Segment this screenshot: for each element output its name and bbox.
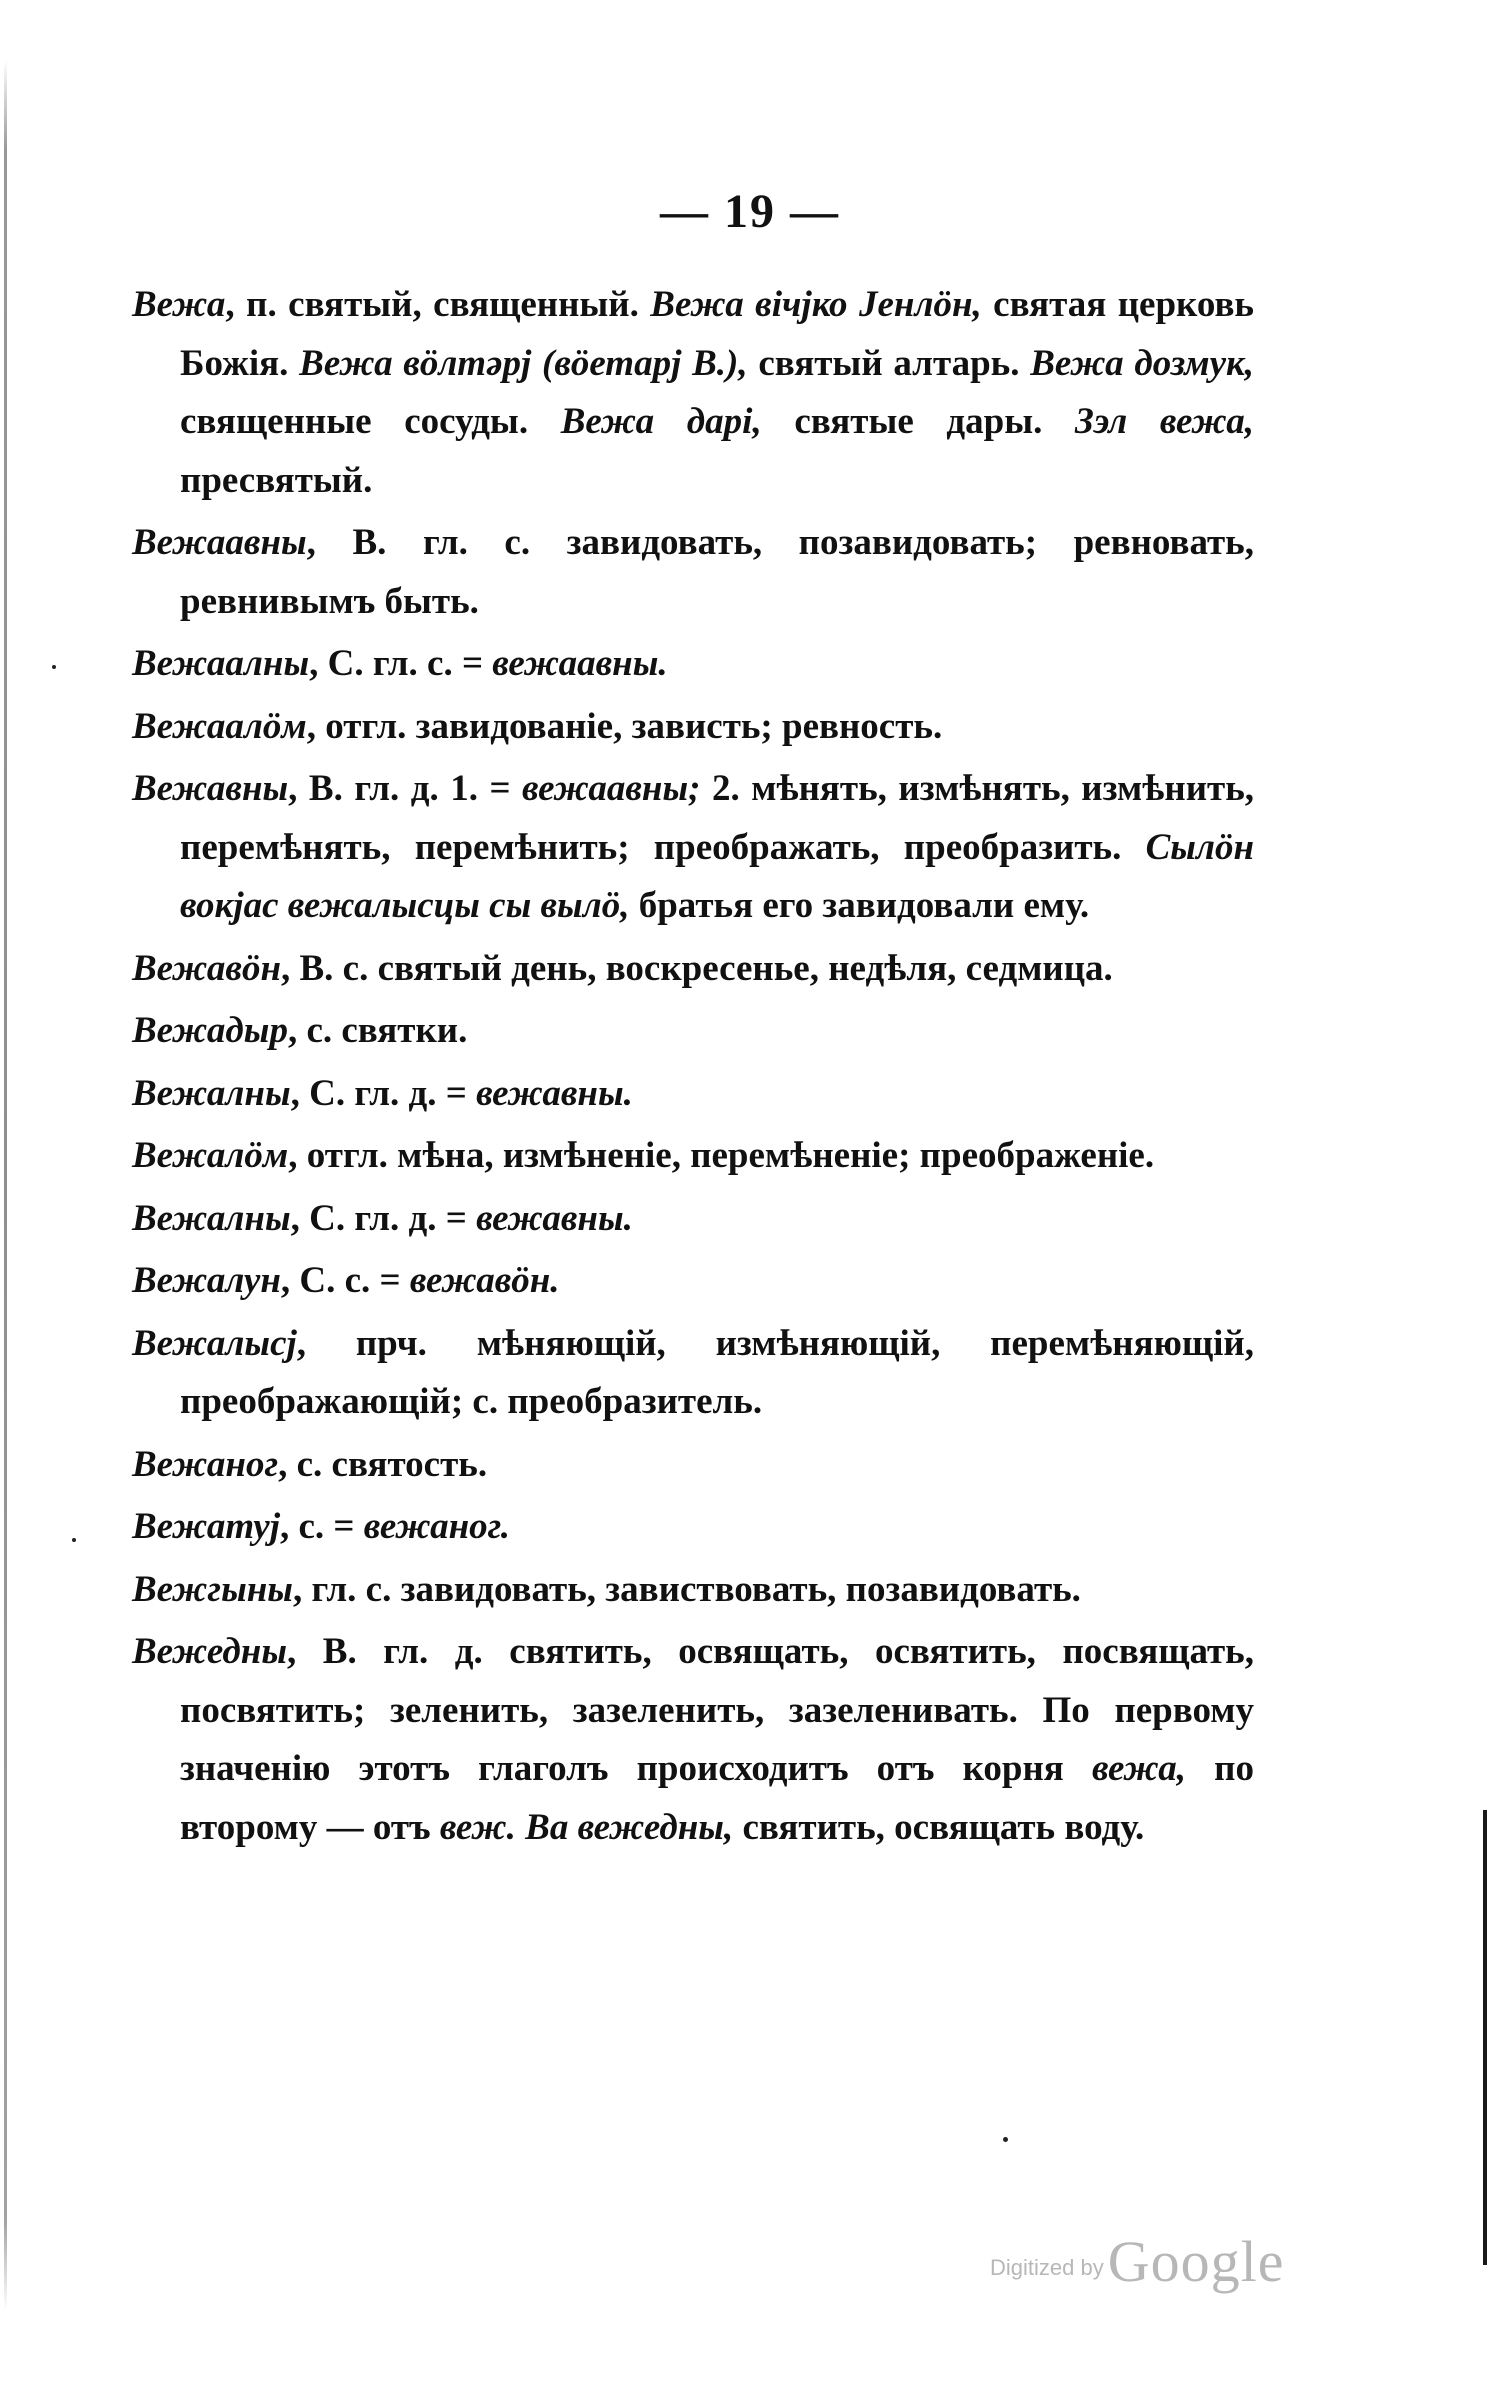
entry-cross-reference: вежаавны;: [510, 768, 701, 809]
entry-headword: Вежаавны: [132, 522, 307, 563]
entry-translation: 2. мѣнять, измѣнять, измѣнить, перемѣнять, перемѣнить; преображать, преобразить.: [180, 768, 1255, 868]
dictionary-entry: [132, 1498, 1254, 1557]
print-speck: [72, 1538, 76, 1542]
dictionary-entry: [132, 1065, 1254, 1124]
entry-definition: , с. святки.: [287, 1010, 468, 1051]
entry-example: Сылӧн вокјас вежалысцы сы вылӧ,: [180, 826, 1254, 926]
entry-example: Ва вежедны,: [515, 1806, 734, 1848]
entry-definition: , С. гл. д. =: [290, 1197, 467, 1239]
entry-headword: Вежадыр: [132, 1010, 288, 1051]
entry-definition: , отгл. мѣна, измѣненіе, перемѣненіе; преображеніе.: [288, 1135, 1155, 1176]
entry-headword: Вежаног: [132, 1443, 279, 1485]
entry-definition: , С. гл. д. =: [290, 1072, 467, 1114]
page-edge-shadow: [4, 60, 7, 2310]
entry-headword: Вежатуј: [132, 1506, 280, 1547]
entry-headword: Вежалны: [132, 1197, 291, 1239]
entry-headword: Вежалны: [132, 1072, 291, 1114]
entry-cross-reference: вежавны.: [466, 1072, 633, 1114]
page-edge-line: [1483, 1810, 1487, 2265]
entry-example: веж.: [430, 1806, 516, 1848]
digitized-by-google-watermark: [990, 2228, 1284, 2295]
entry-headword: Вежедны: [132, 1631, 287, 1672]
entry-definition: , С. гл. с. =: [309, 643, 484, 684]
google-logo: Google: [1107, 2229, 1285, 2294]
entry-headword: Вежалӧм: [132, 1135, 289, 1176]
entry-headword: Вежаалӧм: [132, 705, 307, 747]
entry-cross-reference: вежаавны.: [483, 643, 668, 684]
page-number: — 19 —: [660, 185, 840, 238]
entry-definition: , В. гл. с. завидовать, позавидовать; ревновать, ревнивымъ быть.: [180, 522, 1254, 622]
dictionary-entry: [132, 1623, 1254, 1857]
entry-translation: братья его завидовали ему.: [629, 885, 1090, 926]
entry-example: Зэл вежа,: [1042, 401, 1255, 442]
entry-cross-reference: вежавны.: [466, 1197, 633, 1239]
entry-cross-reference: вежавӧн.: [400, 1260, 560, 1301]
dictionary-entry: [132, 1436, 1254, 1495]
dictionary-entry: [132, 635, 1254, 694]
entry-headword: Вежаалны: [132, 643, 310, 684]
entry-definition: , гл. с. завидовать, завиствовать, позавидовать.: [292, 1568, 1081, 1610]
entry-example: Вежа дозмук,: [1019, 342, 1254, 384]
entry-headword: Вежавӧн: [132, 947, 281, 989]
dictionary-entries: [132, 276, 1254, 1861]
entry-headword: Вежалун: [132, 1260, 281, 1301]
entry-translation: по второму — отъ: [180, 1748, 1254, 1848]
dictionary-entry: [132, 698, 1254, 757]
entry-definition: , прч. мѣняющій, измѣняющій, перемѣняющій, преображающій; с. преобразитель.: [180, 1322, 1254, 1422]
entry-definition: , отгл. завидованіе, зависть; ревность.: [306, 705, 943, 747]
entry-definition: , С. с. =: [280, 1260, 401, 1301]
entry-translation: святые дары.: [761, 401, 1043, 442]
entry-definition: , п. святый, священный.: [225, 284, 639, 325]
entry-example: вежа,: [1063, 1748, 1187, 1789]
entry-example: Вежа дарі,: [528, 401, 762, 442]
dictionary-entry: [132, 940, 1254, 999]
entry-example: Вежа вічјко Јенлӧн,: [638, 284, 982, 325]
entry-example: Вежа вӧлтәрј (вӧетарј В.),: [288, 342, 748, 384]
dictionary-entry: [132, 1190, 1254, 1249]
dictionary-entry: [132, 514, 1254, 631]
entry-cross-reference: вежаног.: [354, 1506, 511, 1547]
entry-headword: Вежгыны: [132, 1568, 293, 1610]
entry-translation: пресвятый.: [180, 459, 373, 501]
entry-translation: священные сосуды.: [180, 401, 529, 442]
entry-headword: Вежа: [132, 284, 226, 325]
entry-definition: , с. святость.: [278, 1443, 488, 1485]
entry-translation: святый алтарь.: [747, 342, 1020, 384]
dictionary-entry: [132, 1315, 1254, 1432]
entry-definition: , В. гл. д. 1. =: [288, 768, 511, 809]
entry-definition: , В. гл. д. святить, освящать, освятить, посвящать, посвятить; зеленить, зазеленить, зазеленивать. По первому значенію этотъ глаголъ происходитъ отъ корня: [180, 1631, 1254, 1789]
dictionary-entry: [132, 1561, 1254, 1620]
entry-headword: Вежавны: [132, 768, 289, 809]
dictionary-entry: [132, 276, 1254, 510]
entry-headword: Вежалысј: [132, 1322, 297, 1364]
dictionary-entry: [132, 1127, 1254, 1186]
watermark-prefix: Digitized by: [990, 2255, 1104, 2280]
dictionary-entry: [132, 1002, 1254, 1061]
print-speck: [1003, 2137, 1008, 2142]
dictionary-entry: [132, 760, 1254, 936]
entry-translation: святая церковь Божія.: [180, 284, 1254, 384]
entry-translation: святить, освящать воду.: [733, 1806, 1145, 1848]
print-speck: [52, 665, 56, 669]
entry-definition: , В. с. святый день, воскресенье, недѣля, седмица.: [281, 947, 1113, 989]
dictionary-entry: [132, 1252, 1254, 1311]
entry-definition: , с. =: [279, 1506, 355, 1547]
